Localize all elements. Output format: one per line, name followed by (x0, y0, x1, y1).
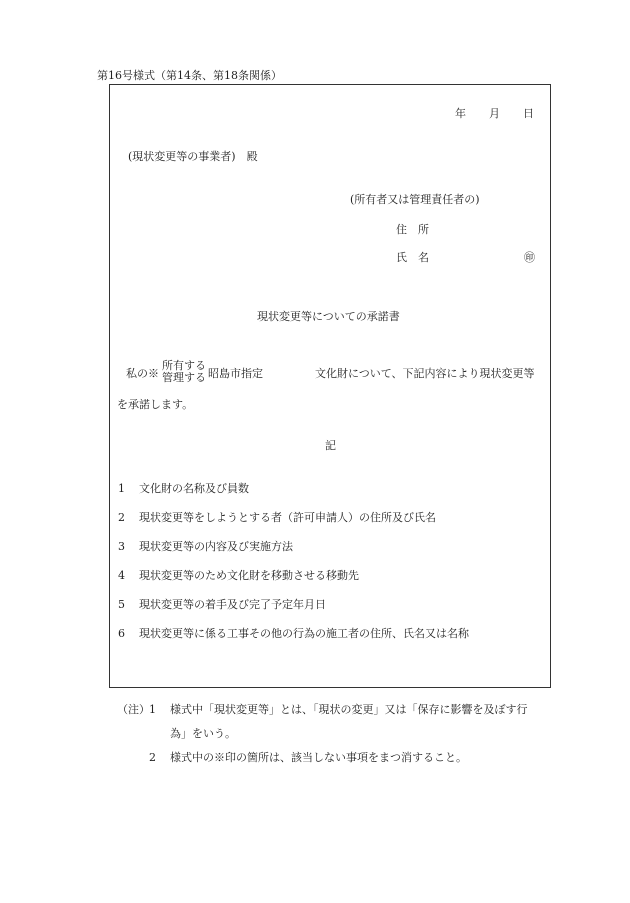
name-label: 氏 名 (396, 251, 429, 264)
item-text: 現状変更等をしようとする者（許可申請人）の住所及び氏名 (139, 511, 436, 524)
note-text-continued: 為」をいう。 (170, 727, 236, 740)
note-number: 1 (149, 703, 156, 716)
item-number: 5 (118, 598, 125, 611)
owner-role: (所有者又は管理責任者の) (350, 193, 480, 206)
notes-label: （注） (117, 703, 150, 716)
date-day-label: 日 (523, 107, 534, 120)
item-number: 3 (118, 540, 125, 553)
item-text: 現状変更等のため文化財を移動させる移動先 (139, 569, 359, 582)
addressee: (現状変更等の事業者) 殿 (128, 150, 258, 163)
item-number: 1 (118, 482, 125, 495)
option-manage: 管理する (162, 371, 206, 384)
item-number: 2 (118, 511, 125, 524)
city-designation: 昭島市指定 (208, 367, 263, 380)
body-prefix: 私の※ (126, 367, 159, 380)
note-text: 様式中「現状変更等」とは、「現状の変更」又は「保存に影響を及ぼす行 (170, 703, 528, 716)
item-text: 現状変更等に係る工事その他の行為の施工者の住所、氏名又は名称 (139, 627, 469, 640)
form-number-label: 第16号様式（第14条、第18条関係） (97, 69, 282, 82)
date-year-label: 年 (455, 107, 466, 120)
item-number: 4 (118, 569, 125, 582)
item-number: 6 (118, 627, 125, 640)
seal-mark: ㊞ (524, 251, 535, 264)
body-line-2: を承諾します。 (117, 398, 194, 411)
note-text: 様式中の※印の箇所は、該当しない事項をまつ消すること。 (170, 751, 467, 764)
item-text: 現状変更等の着手及び完了予定年月日 (139, 598, 326, 611)
date-month-label: 月 (489, 107, 500, 120)
body-continuation: 文化財について、下記内容により現状変更等 (315, 367, 535, 380)
item-text: 現状変更等の内容及び実施方法 (139, 540, 293, 553)
document-title: 現状変更等についての承諾書 (257, 310, 400, 323)
option-own: 所有する (162, 359, 206, 372)
address-label: 住 所 (396, 223, 429, 236)
note-number: 2 (149, 751, 156, 764)
item-text: 文化財の名称及び員数 (139, 482, 249, 495)
ki-label: 記 (325, 439, 336, 452)
ownership-options (162, 360, 206, 384)
